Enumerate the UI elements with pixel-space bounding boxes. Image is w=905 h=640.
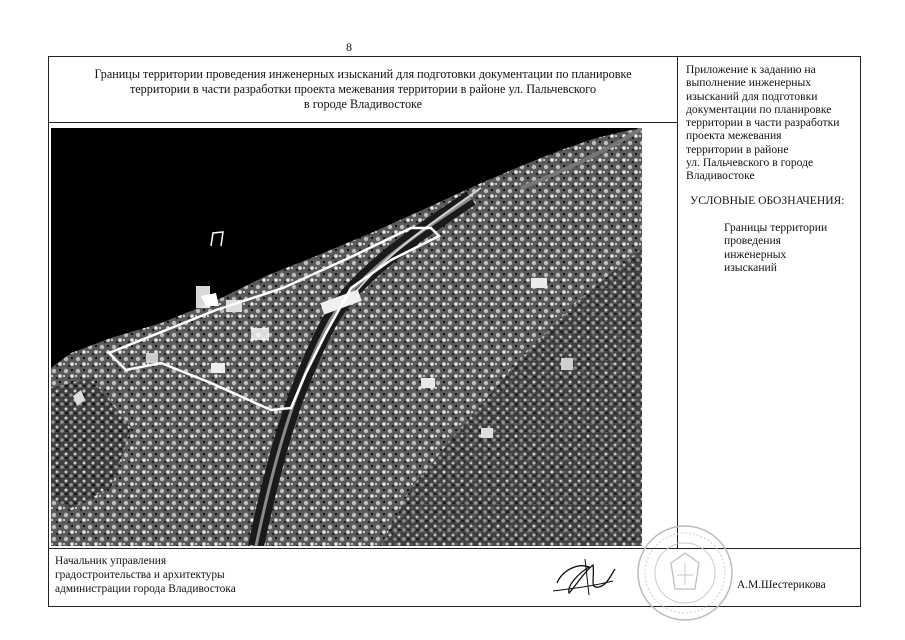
appendix-line: ул. Пальчевского в городе [686,156,814,170]
handwritten-signature [549,551,619,601]
appendix-line: изысканий для подготовки [686,89,818,103]
legend-line: изысканий [724,260,777,274]
legend-item-boundary [724,221,858,274]
satellite-map [51,128,642,546]
appendix-line: проекта межевания [686,129,782,143]
signatory-line: Начальник управления [55,555,167,567]
title-line: территории в части разработки проекта межевания территории в районе ул. Пальчевского [129,82,597,96]
appendix-line: территории в части разработки [686,116,840,130]
title-line: в городе Владивостоке [303,97,423,111]
sidebar [686,63,858,274]
legend-line: проведения [724,234,781,248]
appendix-line: Владивостоке [686,169,755,183]
legend-heading: УСЛОВНЫЕ ОБОЗНАЧЕНИЯ: [690,193,845,207]
appendix-note [686,63,858,183]
vertical-divider [677,57,678,549]
document-frame [48,56,861,607]
signatory-line: градостроительства и архитектуры [55,569,225,581]
bottom-divider [49,548,860,549]
signatory-line: администрации города Владивостока [55,583,236,595]
page-number: 8 [346,40,352,54]
legend-line: Границы территории [724,220,828,234]
legend-line: инженерных [724,247,787,261]
official-seal [635,523,735,623]
title-line: Границы территории проведения инженерных изысканий для подготовки документации по планировке [94,67,632,81]
appendix-line: территории в районе [686,142,789,156]
document-title [49,67,677,112]
title-divider [49,122,677,123]
appendix-line: Приложение к заданию на [686,63,816,76]
appendix-line: выполнение инженерных [686,76,812,90]
appendix-line: документации по планировке [686,102,832,116]
signatory-position [55,554,236,596]
signer-name: А.М.Шестерикова [737,579,826,591]
